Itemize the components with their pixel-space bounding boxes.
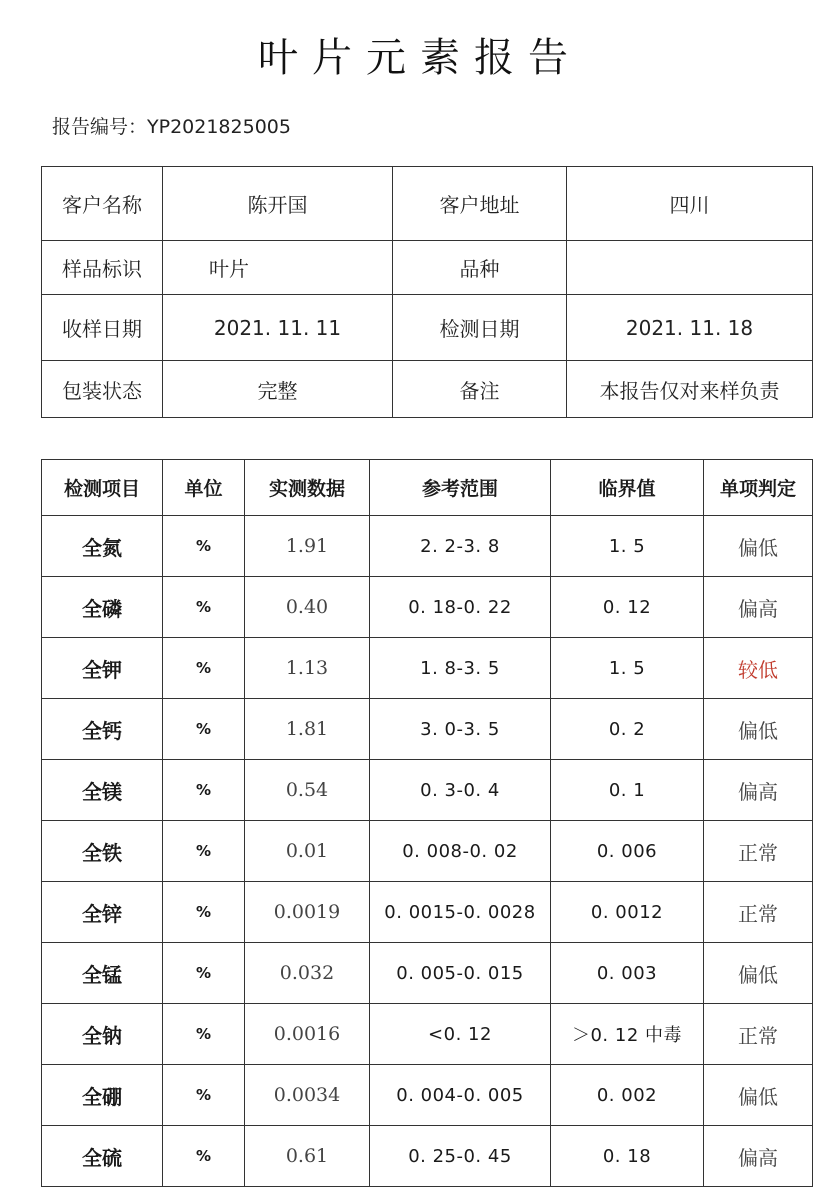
cell-critical: 0. 003	[551, 943, 704, 1004]
cell-range: 0. 008-0. 02	[370, 821, 551, 882]
cell-item: 全锌	[42, 882, 163, 943]
cell-unit: %	[163, 821, 245, 882]
table-row	[42, 1004, 813, 1065]
table-row	[42, 882, 813, 943]
cell-item: 全硼	[42, 1065, 163, 1126]
cell-range: 2. 2-3. 8	[370, 516, 551, 577]
cell-measured: 0.0016	[245, 1004, 370, 1065]
cell-critical: 0. 18	[551, 1126, 704, 1187]
cell-range: 0. 004-0. 005	[370, 1065, 551, 1126]
cell-range: 3. 0-3. 5	[370, 699, 551, 760]
header-reference-range: 参考范围	[370, 460, 551, 516]
cell-measured: 1.81	[245, 699, 370, 760]
info-value-test-date: 2021. 11. 18	[567, 295, 813, 361]
cell-measured: 0.032	[245, 943, 370, 1004]
cell-item: 全钙	[42, 699, 163, 760]
cell-judgment: 正常	[704, 882, 813, 943]
info-value-received-date: 2021. 11. 11	[163, 295, 393, 361]
cell-judgment: 偏高	[704, 577, 813, 638]
info-value-client-address: 四川	[567, 167, 813, 241]
info-row-sample	[42, 241, 813, 295]
cell-judgment: 偏低	[704, 516, 813, 577]
info-label-variety: 品种	[393, 241, 567, 295]
info-label-sample-id: 样品标识	[42, 241, 163, 295]
cell-unit: %	[163, 1065, 245, 1126]
header-critical-value: 临界值	[551, 460, 704, 516]
cell-critical: 0. 0012	[551, 882, 704, 943]
cell-measured: 0.0034	[245, 1065, 370, 1126]
cell-judgment: 偏高	[704, 1126, 813, 1187]
results-table	[41, 459, 813, 1187]
cell-range: 0. 18-0. 22	[370, 577, 551, 638]
cell-judgment: 偏低	[704, 699, 813, 760]
info-label-received-date: 收样日期	[42, 295, 163, 361]
cell-range: 1. 8-3. 5	[370, 638, 551, 699]
cell-unit: %	[163, 882, 245, 943]
cell-critical: 1. 5	[551, 638, 704, 699]
cell-measured: 0.61	[245, 1126, 370, 1187]
info-label-test-date: 检测日期	[393, 295, 567, 361]
info-row-package	[42, 361, 813, 418]
info-row-client	[42, 167, 813, 241]
cell-measured: 1.91	[245, 516, 370, 577]
cell-critical: ＞0. 12 中毒	[551, 1004, 704, 1065]
info-label-remarks: 备注	[393, 361, 567, 418]
cell-judgment: 偏低	[704, 1065, 813, 1126]
cell-judgment: 正常	[704, 821, 813, 882]
report-number-value: YP2021825005	[147, 116, 291, 138]
table-row	[42, 577, 813, 638]
info-value-client-name: 陈开国	[163, 167, 393, 241]
cell-item: 全铁	[42, 821, 163, 882]
cell-measured: 0.01	[245, 821, 370, 882]
cell-unit: %	[163, 1004, 245, 1065]
info-value-variety	[567, 241, 813, 295]
cell-unit: %	[163, 638, 245, 699]
header-test-item: 检测项目	[42, 460, 163, 516]
table-row	[42, 821, 813, 882]
cell-critical: 0. 12	[551, 577, 704, 638]
cell-item: 全钾	[42, 638, 163, 699]
results-header-row	[42, 460, 813, 516]
table-row	[42, 638, 813, 699]
cell-item: 全硫	[42, 1126, 163, 1187]
cell-item: 全钠	[42, 1004, 163, 1065]
cell-unit: %	[163, 1126, 245, 1187]
table-row	[42, 1126, 813, 1187]
cell-critical: 0. 2	[551, 699, 704, 760]
info-value-sample-id: 叶片	[163, 241, 393, 295]
cell-critical: 0. 002	[551, 1065, 704, 1126]
cell-measured: 0.0019	[245, 882, 370, 943]
cell-judgment: 偏高	[704, 760, 813, 821]
table-row	[42, 760, 813, 821]
cell-unit: %	[163, 516, 245, 577]
info-label-client-address: 客户地址	[393, 167, 567, 241]
cell-judgment: 正常	[704, 1004, 813, 1065]
table-row	[42, 1065, 813, 1126]
info-label-client-name: 客户名称	[42, 167, 163, 241]
info-value-package-status: 完整	[163, 361, 393, 418]
header-measured: 实测数据	[245, 460, 370, 516]
table-row	[42, 943, 813, 1004]
cell-item: 全氮	[42, 516, 163, 577]
cell-range: 0. 25-0. 45	[370, 1126, 551, 1187]
report-title: 叶片元素报告	[258, 35, 582, 81]
cell-measured: 0.40	[245, 577, 370, 638]
table-row	[42, 516, 813, 577]
cell-item: 全镁	[42, 760, 163, 821]
cell-range: <0. 12	[370, 1004, 551, 1065]
cell-unit: %	[163, 943, 245, 1004]
report-number-label: 报告编号：	[52, 116, 148, 138]
cell-critical: 1. 5	[551, 516, 704, 577]
cell-item: 全锰	[42, 943, 163, 1004]
cell-unit: %	[163, 699, 245, 760]
cell-critical: 0. 1	[551, 760, 704, 821]
cell-range: 0. 005-0. 015	[370, 943, 551, 1004]
header-unit: 单位	[163, 460, 245, 516]
info-row-dates	[42, 295, 813, 361]
cell-range: 0. 3-0. 4	[370, 760, 551, 821]
table-row	[42, 699, 813, 760]
info-value-remarks: 本报告仅对来样负责	[567, 361, 813, 418]
cell-judgment: 偏低	[704, 943, 813, 1004]
cell-unit: %	[163, 577, 245, 638]
header-judgment: 单项判定	[704, 460, 813, 516]
cell-measured: 0.54	[245, 760, 370, 821]
cell-unit: %	[163, 760, 245, 821]
cell-item: 全磷	[42, 577, 163, 638]
client-info-table	[41, 166, 813, 418]
cell-measured: 1.13	[245, 638, 370, 699]
cell-range: 0. 0015-0. 0028	[370, 882, 551, 943]
info-label-package-status: 包装状态	[42, 361, 163, 418]
cell-judgment: 较低	[704, 638, 813, 699]
report-number	[52, 112, 291, 139]
cell-critical: 0. 006	[551, 821, 704, 882]
